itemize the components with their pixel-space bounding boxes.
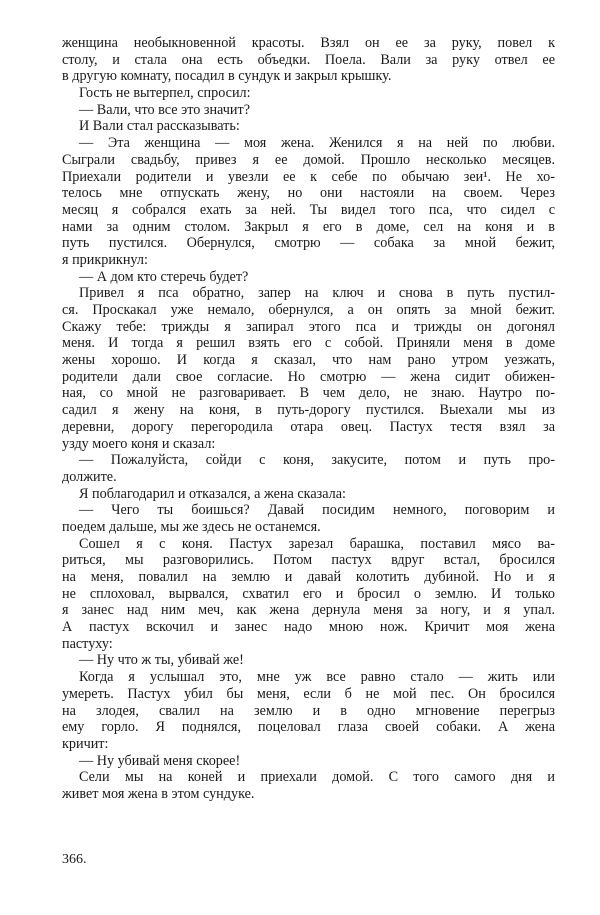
text-line: Когда я услышал это, мне уж все равно стало — жить или (79, 669, 555, 686)
page-number: 366. (62, 852, 87, 867)
text-line: А пастух вскочил и занес надо мною нож. Кричит моя жена (62, 619, 555, 636)
text-line: — Ну что ж ты, убивай же! (79, 652, 244, 669)
text-line: — Чего ты боишься? Давай посидим немного, поговорим и (79, 502, 555, 519)
text-line: я занес над ним меч, как жена дернула меня за ногу, и я упал. (62, 602, 555, 619)
text-line: нами за одним столом. Закрыл я его в доме, сел на коня и в (62, 218, 555, 235)
text-line: Приехали родители и увезли ее к себе по обычаю зеи¹. Не хо- (62, 168, 555, 185)
text-line: женщина необыкновенной красоты. Взял он ее за руку, повел к (62, 35, 555, 51)
text-line: ему горло. Я поднялся, поцеловал глаза своей собаки. А жена (62, 719, 555, 736)
text-line: деревни, дорогу перегородила отара овец. Пастух тестя взял за (62, 418, 555, 435)
text-line: риться, мы разговорились. Потом пастух вдруг встал, бросился (62, 552, 555, 569)
text-line: не сплоховал, вырвался, схватил его и бросил о землю. И только (62, 585, 555, 602)
text-line: кричит: (62, 735, 109, 752)
text-line: — Эта женщина — моя жена. Женился я на ней по любви. (79, 135, 555, 152)
text-line: телось мне отпускать жену, но они настояли на своем. Через (62, 185, 555, 202)
text-line: живет моя жена в этом сундуке. (62, 785, 255, 802)
text-line: столу, и стала она есть объедки. Поела. Вали за руку отвел ее (62, 51, 555, 68)
text-line: узду моего коня и сказал: (62, 435, 216, 452)
text-line: пастуху: (62, 635, 113, 652)
text-line: — Вали, что все это значит? (79, 101, 250, 118)
text-line: месяц я собрался ехать за ней. Ты видел того пса, что сидел с (62, 201, 555, 218)
text-line: меня. И тогда я решил взять его с собой. Приняли меня в доме (62, 335, 555, 352)
text-line: поедем дальше, мы же здесь не останемся. (62, 518, 321, 535)
text-line: И Вали стал рассказывать: (79, 118, 240, 135)
text-line: Привел я пса обратно, запер на ключ и снова в путь пустил- (79, 285, 555, 302)
text-line: Я поблагодарил и отказался, а жена сказала: (79, 485, 346, 502)
text-line: на злодея, свалил на землю и в одно мгновение перегрыз (62, 702, 555, 719)
text-line: Гость не вытерпел, спросил: (79, 85, 251, 102)
page-text (62, 35, 555, 803)
text-line: я прикрикнул: (62, 251, 148, 268)
text-line: родители дали свое согласие. Но смотрю — жена сидит обижен- (62, 368, 555, 385)
text-line: должите. (62, 468, 117, 485)
text-line: Сели мы на коней и приехали домой. С того самого дня и (79, 769, 555, 786)
text-line: жены хорошо. И когда я сказал, что нам рано утром уезжать, (62, 352, 555, 369)
text-line: ная, со мной не разговаривает. В чем дело, не знаю. Наутро по- (62, 385, 555, 402)
text-line: садил я жену на коня, в путь-дорогу пустился. Выехали мы из (62, 402, 555, 419)
text-line: — Ну убивай меня скорее! (79, 752, 241, 769)
text-line: умереть. Пастух убил бы меня, если б не мой пес. Он бросился (62, 685, 555, 702)
text-line: — А дом кто стеречь будет? (79, 268, 249, 285)
text-line: на меня, повалил на землю и давай колотить дубиной. Но и я (62, 569, 555, 585)
text-line: ся. Проскакал уже немало, обернулся, а он опять за мной бежит. (62, 302, 555, 318)
text-line: Сыграли свадьбу, привез я ее домой. Прошло несколько месяцев. (62, 151, 555, 168)
text-line: — Пожалуйста, сойди с коня, закусите, потом и путь про- (79, 452, 555, 469)
text-line: Скажу тебе: трижды я запирал этого пса и трижды он догонял (62, 318, 555, 335)
text-line: Сошел я с коня. Пастух зарезал барашка, поставил мясо ва- (79, 535, 555, 552)
text-line: в другую комнату, посадил в сундук и закрыл крышку. (62, 68, 392, 85)
text-line: путь пустился. Обернулся, смотрю — собака за мной бежит, (62, 235, 555, 252)
